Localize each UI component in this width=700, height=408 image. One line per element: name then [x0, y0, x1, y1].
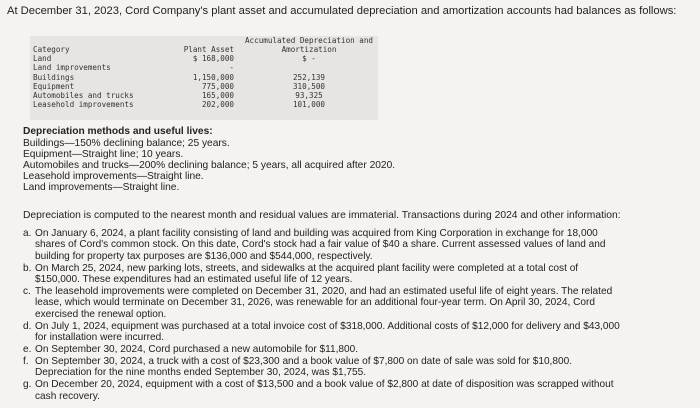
- method-line: Equipment—Straight line; 10 years.: [23, 149, 184, 160]
- item-line: building for property tax purposes are $136,000 and $544,000, respectively.: [35, 250, 373, 262]
- list-item: [23, 228, 683, 262]
- row-plant-asset: 1,150,000: [192, 73, 234, 82]
- list-item: [23, 344, 683, 355]
- row-plant-asset: 165,000: [201, 91, 234, 100]
- list-item: [23, 286, 683, 320]
- row-accumulated: 252,139: [292, 73, 325, 82]
- item-line: On September 30, 2024, Cord purchased a new automobile for $11,800.: [35, 344, 359, 356]
- item-label: a.: [23, 228, 32, 239]
- row-plant-asset: 775,000: [201, 82, 234, 91]
- balances-table: [30, 36, 378, 120]
- methods-title: Depreciation methods and useful lives:: [23, 126, 213, 137]
- row-category: Automobiles and trucks: [33, 91, 134, 100]
- item-line: On July 1, 2024, equipment was purchased at a total invoice cost of $318,000. Additional costs of $12,000 for delivery and $43,000: [35, 320, 620, 332]
- row-plant-asset: $ 168,000: [192, 54, 234, 63]
- list-item: [23, 379, 683, 402]
- row-plant-asset: 202,000: [201, 100, 234, 109]
- item-line: $150,000. These expenditures had an estimated useful life of 12 years.: [35, 274, 353, 286]
- method-line: Buildings—150% declining balance; 25 years.: [23, 138, 230, 149]
- row-category: Land: [33, 54, 52, 63]
- item-line: On December 20, 2024, equipment with a cost of $13,500 and a book value of $2,800 at date of disposition was scrapped without: [35, 379, 614, 391]
- item-label: e.: [23, 344, 32, 356]
- method-line: Leasehold improvements—Straight line.: [23, 171, 204, 182]
- item-line: On September 30, 2024, a truck with a cost of $23,300 and a book value of $7,800 on date of sale was sold for $10,800.: [35, 355, 573, 367]
- row-accumulated: 93,325: [295, 91, 323, 100]
- list-item: [23, 321, 683, 344]
- transactions-list: [23, 228, 683, 403]
- row-plant-asset: -: [229, 63, 234, 72]
- row-category: Land improvements: [33, 63, 111, 72]
- list-item: [23, 263, 683, 286]
- list-item: [23, 356, 683, 379]
- item-label: g.: [23, 379, 32, 391]
- item-label: d.: [23, 320, 32, 332]
- intro-text: At December 31, 2023, Cord Company's plant asset and accumulated depreciation and amortization accounts had balances as follows:: [7, 5, 677, 17]
- header-accumulated-line2: Amortization: [281, 45, 337, 54]
- item-line: On March 25, 2024, new parking lots, streets, and sidewalks at the acquired plant facility were completed at a total cost of: [35, 262, 579, 274]
- row-category: Equipment: [33, 82, 75, 91]
- row-accumulated: $ -: [302, 54, 316, 63]
- method-line: Land improvements—Straight line.: [23, 182, 180, 193]
- row-accumulated: 310,500: [292, 82, 325, 91]
- row-accumulated: 101,000: [292, 100, 325, 109]
- row-category: Buildings: [33, 73, 75, 82]
- item-line: lease, which would terminate on December 31, 2026, was renewable for an additional four-year term. On April 30, 2024, Cord: [35, 297, 595, 309]
- item-line: for installation were incurred.: [35, 332, 165, 344]
- item-label: f.: [23, 355, 29, 367]
- method-line: Automobiles and trucks—200% declining balance; 5 years, all acquired after 2020.: [23, 160, 396, 171]
- item-line: The leasehold improvements were completed on December 31, 2020, and had an estimated useful life of eight years. The related: [35, 286, 613, 298]
- item-line: On January 6, 2024, a plant facility consisting of land and building was acquired from King Corporation in exchange for 18,000: [35, 228, 598, 239]
- header-plant-asset: Plant Asset: [183, 45, 234, 54]
- row-category: Leasehold improvements: [33, 100, 134, 109]
- item-line: shares of Cord's common stock. On this date, Cord's stock had a fair value of $40 a share. Current assessed values of land and: [35, 239, 606, 251]
- item-line: Depreciation for the nine months ended September 30, 2024, was $1,755.: [35, 367, 367, 379]
- item-line: exercised the renewal option.: [35, 308, 167, 320]
- item-label: c.: [23, 286, 31, 298]
- transactions-intro: Depreciation is computed to the nearest month and residual values are immaterial. Transactions during 2024 and other information:: [23, 210, 621, 221]
- item-label: b.: [23, 262, 32, 274]
- item-line: cash recovery.: [35, 390, 100, 402]
- header-category: Category: [33, 45, 70, 54]
- header-accumulated-line1: Accumulated Depreciation and: [244, 36, 373, 45]
